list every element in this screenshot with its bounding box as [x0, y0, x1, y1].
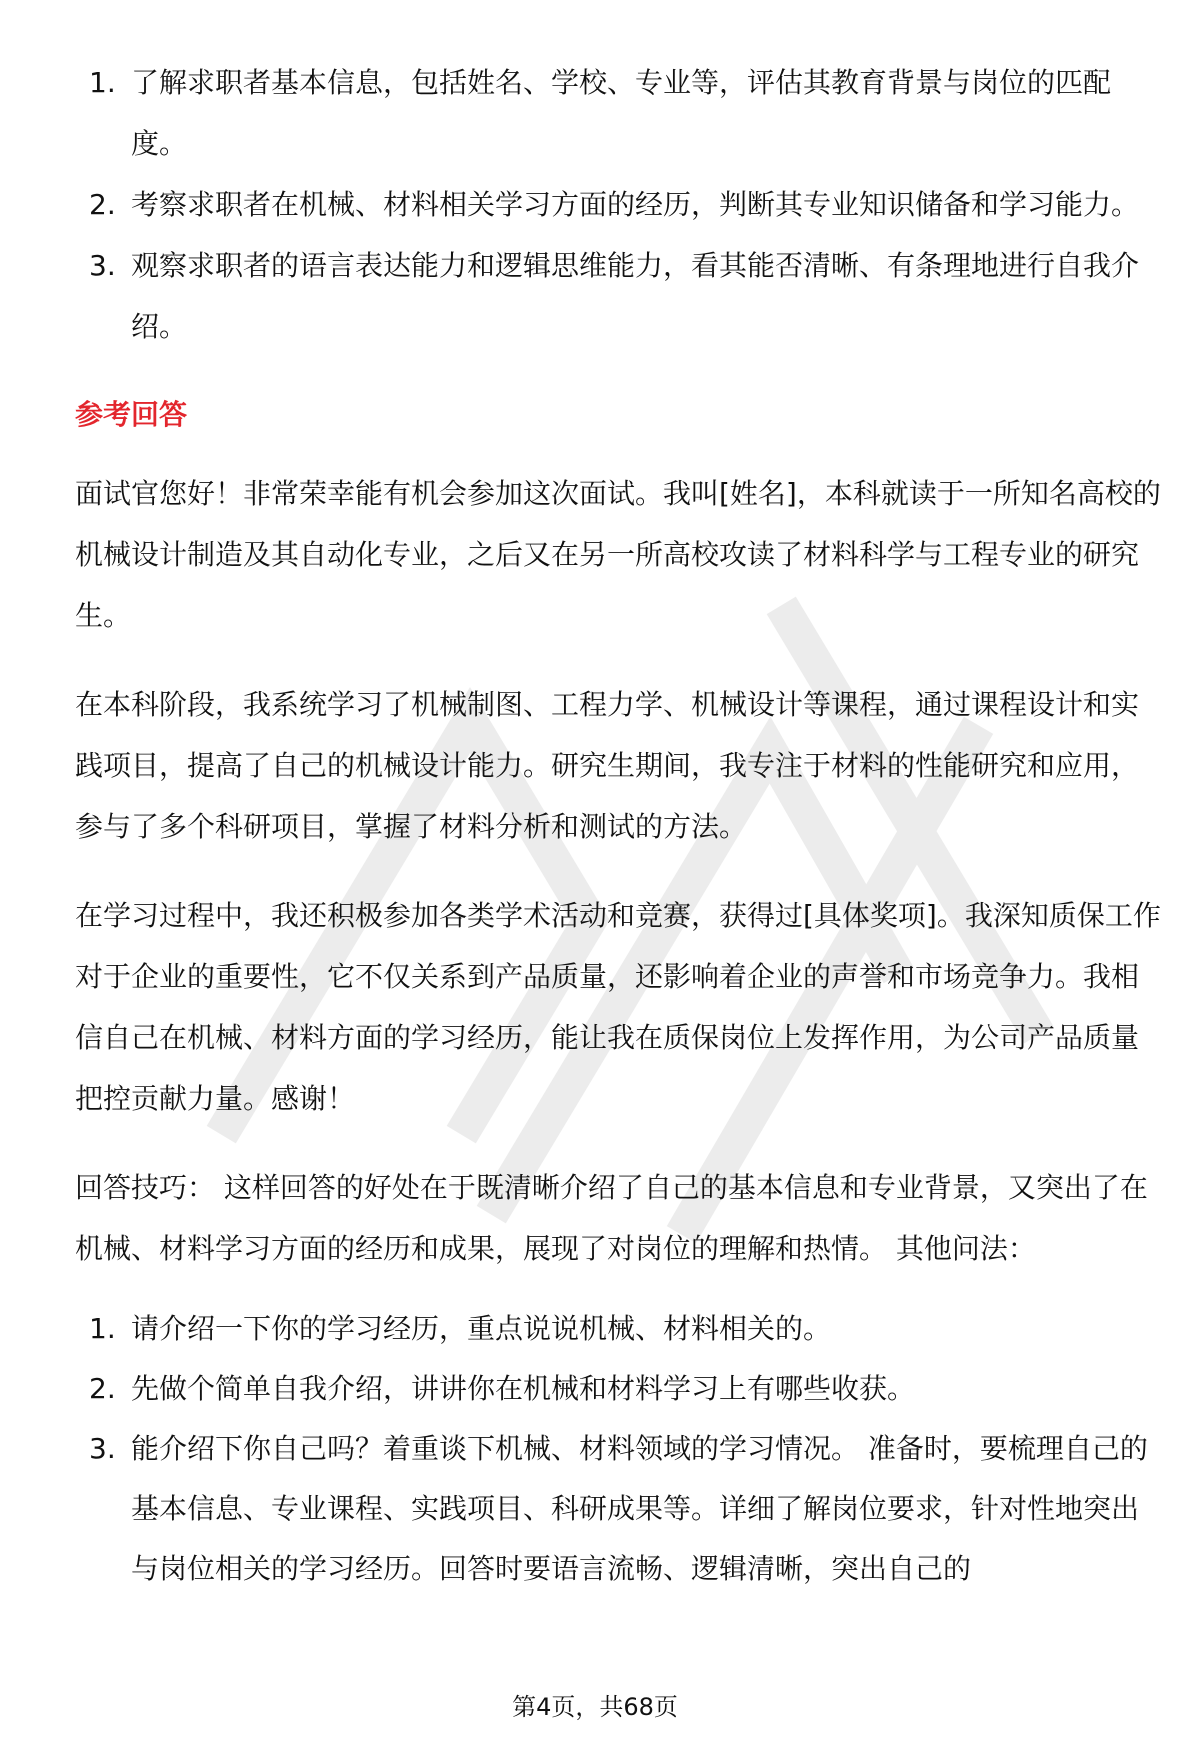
list-number: 2. [89, 1372, 116, 1405]
list-item-text: 了解求职者基本信息，包括姓名、学校、专业等，评估其教育背景与岗位的匹配度。 [131, 66, 1112, 160]
list-item [75, 1419, 1165, 1599]
list-number: 3. [89, 1432, 116, 1465]
list-item-text: 先做个简单自我介绍，讲讲你在机械和材料学习上有哪些收获。 [131, 1372, 916, 1405]
paragraph: 在学习过程中，我还积极参加各类学术活动和竞赛，获得过[具体奖项]。我深知质保工作对于企业的重要性，它不仅关系到产品质量，还影响着企业的声誉和市场竞争力。我相信自己在机械、材料方面的学习经历，能让我在质保岗位上发挥作用，为公司产品质量把控贡献力量。感谢！ [75, 899, 1161, 1115]
list-item-text: 考察求职者在机械、材料相关学习方面的经历，判断其专业知识储备和学习能力。 [131, 188, 1140, 221]
list-number: 1. [89, 1312, 116, 1345]
section-heading-reference-answer: 参考回答 [75, 398, 188, 431]
alternative-questions-list [75, 1299, 1165, 1599]
list-item [75, 174, 1165, 235]
list-item [75, 1359, 1165, 1419]
paragraph: 在本科阶段，我系统学习了机械制图、工程力学、机械设计等课程，通过课程设计和实践项目，提高了自己的机械设计能力。研究生期间，我专注于材料的性能研究和应用，参与了多个科研项目，掌握了材料分析和测试的方法。 [75, 688, 1140, 843]
main-content [75, 52, 1165, 1599]
list-item-text: 请介绍一下你的学习经历，重点说说机械、材料相关的。 [131, 1312, 832, 1345]
paragraph: 面试官您好！非常荣幸能有机会参加这次面试。我叫[姓名]，本科就读于一所知名高校的机械设计制造及其自动化专业，之后又在另一所高校攻读了材料科学与工程专业的研究生。 [75, 477, 1161, 632]
list-number: 3. [89, 249, 116, 282]
page-number-footer: 第4页，共68页 [512, 1693, 678, 1721]
list-item [75, 235, 1165, 357]
list-number: 1. [89, 66, 116, 99]
evaluation-points-list [75, 52, 1165, 357]
list-item-text: 观察求职者的语言表达能力和逻辑思维能力，看其能否清晰、有条理地进行自我介绍。 [131, 249, 1140, 343]
list-item [75, 52, 1165, 174]
list-item [75, 1299, 1165, 1359]
paragraph-answer-tips: 回答技巧： 这样回答的好处在于既清晰介绍了自己的基本信息和专业背景，又突出了在机械、材料学习方面的经历和成果，展现了对岗位的理解和热情。 其他问法： [75, 1171, 1148, 1265]
list-number: 2. [89, 188, 116, 221]
list-item-text: 能介绍下你自己吗？着重谈下机械、材料领域的学习情况。 准备时，要梳理自己的基本信息、专业课程、实践项目、科研成果等。详细了解岗位要求，针对性地突出与岗位相关的学习经历。回答时要语言流畅、逻辑清晰，突出自己的 [131, 1432, 1148, 1585]
